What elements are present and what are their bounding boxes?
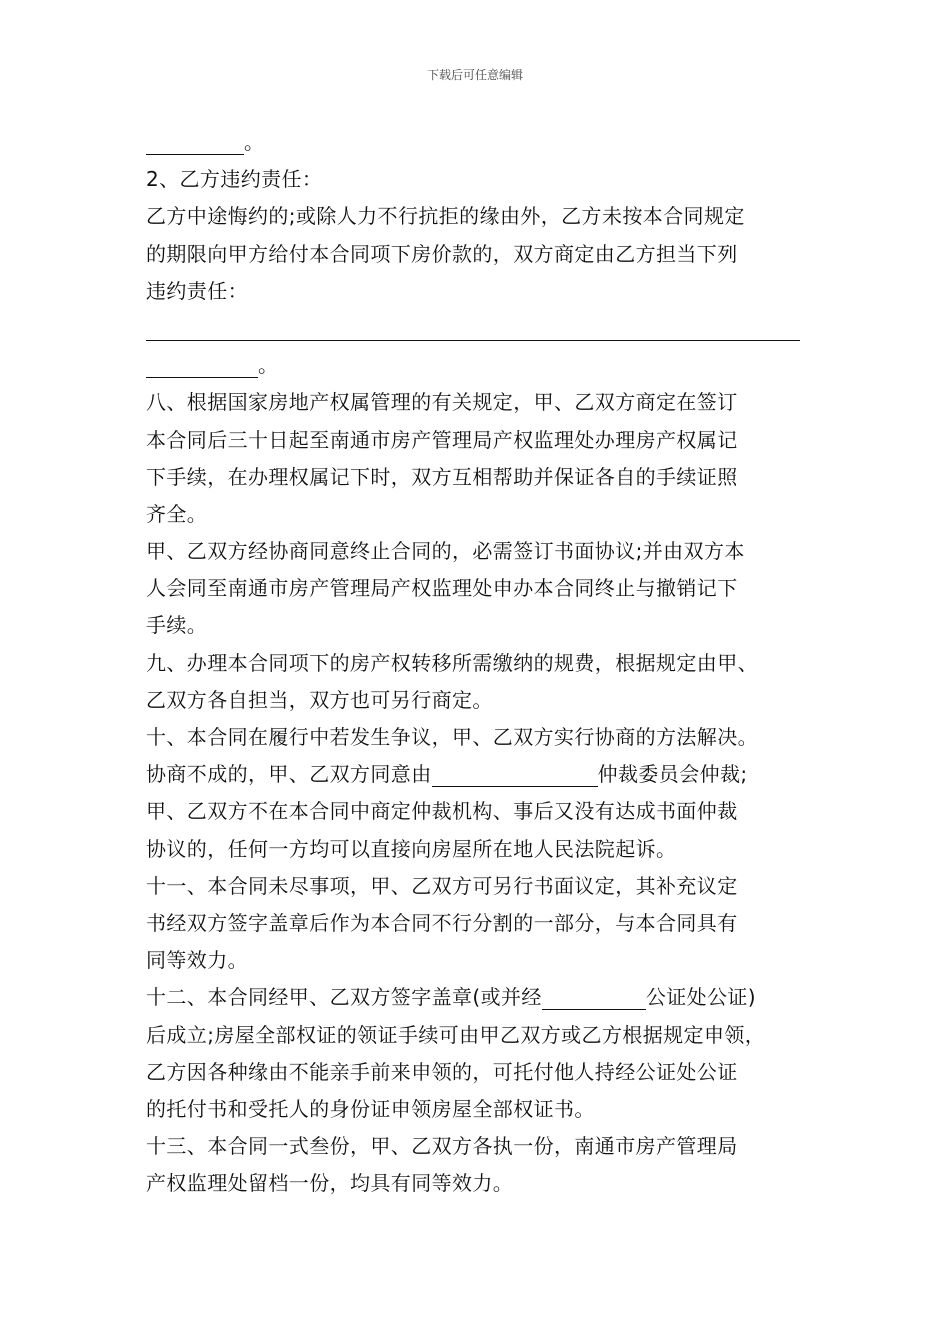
text-line: 下手续，在办理权属记下时，双方互相帮助并保证各自的手续证照 [146,464,738,489]
text-line: 人会同至南通市房产管理局产权监理处申办本合同终止与撤销记下 [146,576,738,601]
blank-underline [146,353,258,378]
text-line: 齐全。 [146,501,208,526]
line-text: 公证处公证) [645,985,757,1010]
text-line: 书经双方签字盖章后作为本合同不行分割的一部分，与本合同具有 [146,910,738,935]
text-line: 协议的，任何一方均可以直接向房屋所在地人民法院起诉。 [146,836,677,861]
text-line: 后成立;房屋全部权证的领证手续可由甲乙双方或乙方根据规定申领， [146,1022,766,1047]
text-line: 十、本合同在履行中若发生争议，甲、乙双方实行协商的方法解决。 [146,725,758,749]
line-text: 仲裁委员会仲裁; [597,762,748,787]
text-line: 十一、本合同未尽事项，甲、乙双方可另行书面议定，其补充议定 [146,873,738,898]
text-line [146,124,826,161]
text-line: 本合同后三十日起至南通市房产管理局产权监理处办理房产权属记 [146,427,738,452]
line-text: 。 [244,130,265,154]
text-line [146,756,826,793]
text-line: 产权监理处留档一份，均具有同等效力。 [146,1171,514,1196]
text-line: 2、乙方违约责任： [146,167,323,192]
line-text: 十二、本合同经甲、乙双方签字盖章(或并经 [146,985,542,1010]
blank-underline [146,130,244,155]
line-text: 协商不成的，甲、乙双方同意由 [146,762,432,787]
page-header: 下载后可任意编辑 [426,68,523,82]
text-line: 同等效力。 [146,948,248,973]
document-body [146,124,826,1202]
text-line: 甲、乙双方经协商同意终止合同的，必需签订书面协议;并由双方本 [146,539,745,564]
text-line [146,347,826,384]
text-line: 乙方中途悔约的;或除人力不行抗拒的缘由外，乙方未按本合同规定 [146,204,745,229]
text-line: 乙双方各自担当，双方也可另行商定。 [146,687,493,712]
text-line: 九、办理本合同项下的房产权转移所需缴纳的规费，根据规定由甲、 [146,650,758,675]
text-line: 的托付书和受托人的身份证申领房屋全部权证书。 [146,1096,595,1121]
text-line [146,310,826,347]
text-line: 手续。 [146,613,208,638]
blank-underline [432,762,598,787]
blank-underline [542,985,646,1010]
blank-underline [146,316,800,341]
text-line [146,979,826,1016]
text-line: 八、根据国家房地产权属管理的有关规定，甲、乙双方商定在签订 [146,390,738,415]
text-line: 的期限向甲方给付本合同项下房价款的，双方商定由乙方担当下列 [146,241,738,266]
line-text: 。 [258,353,279,378]
text-line: 乙方因各种缘由不能亲手前来申领的，可托付他人持经公证处公证 [146,1059,738,1084]
text-line: 违约责任： [146,278,248,303]
text-line: 十三、本合同一式叁份，甲、乙双方各执一份，南通市房产管理局 [146,1134,738,1159]
text-line: 甲、乙双方不在本合同中商定仲裁机构、事后又没有达成书面仲裁 [146,799,738,824]
